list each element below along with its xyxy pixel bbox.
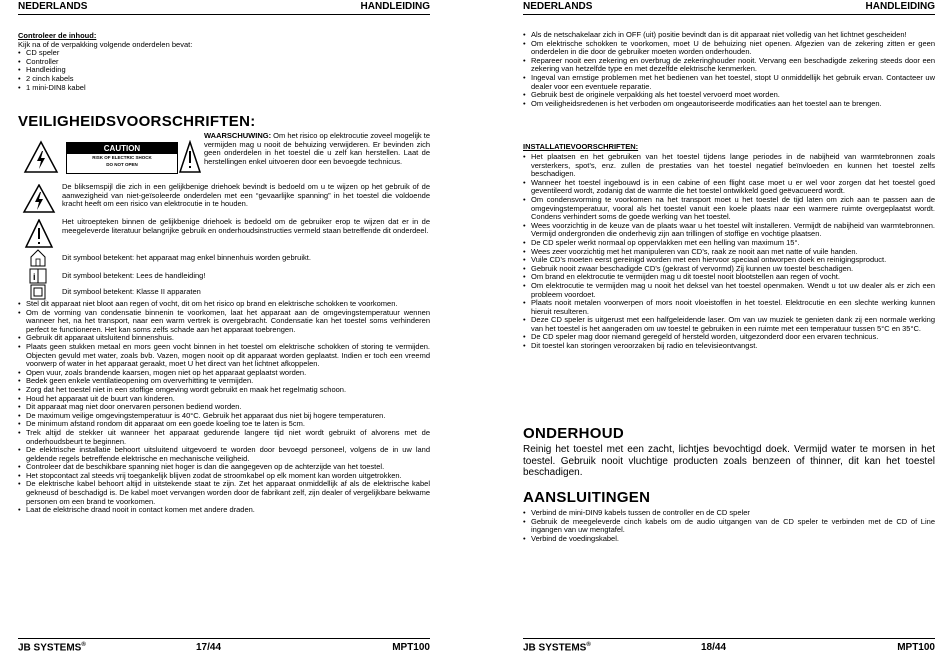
- list-item: • Deze CD speler is uitgerust met een halfgeleidende laser. Om van uw muziek te genieten dank zij een normale werking van het toestel is het aangeraden om uw toestel te gebruiken in een ruimte met een temperatuur tussen 5°C en 35°C.: [523, 316, 935, 333]
- maintenance-title: ONDERHOUD: [523, 425, 625, 442]
- svg-text:i: i: [33, 272, 36, 282]
- warning-text: Om het risico op elektrocutie zoveel mogelijk te vermijden mag u nooit de behuizing verwijderen. Er bevinden zich geen onderdelen in het toestel die u zelf kan herstellen. Laat de herstellingen enkel uitvoeren door een bevoegde technicus.: [204, 131, 430, 166]
- list-item: • Houd het apparaat uit de buurt van kinderen.: [18, 395, 430, 404]
- list-item: • Stel dit apparaat niet bloot aan regen of vocht, dit om het risico op brand en elektrische schokken te voorkomen.: [18, 300, 430, 309]
- symbol-manual-text: Dit symbool betekent: Lees de handleiding!: [62, 271, 206, 280]
- symbol-indoor-text: Dit symbool betekent: het apparaat mag enkel binnenhuis worden gebruikt.: [62, 253, 311, 262]
- right-page: [523, 0, 935, 654]
- lightning-paragraph: De bliksemspijl die zich in een gelijkbenige driehoek bevindt is bedoeld om u te wijzen op het gebruik of de aanwezigheid van niet-geïsoleerde onderdelen met een “gevaarlijke spanning” in het toestel die voldoende kracht heeft om een risico van elektrocutie in te houden.: [62, 182, 430, 209]
- list-item: • Zorg dat het toestel niet in een stoffige omgeving wordt gebruikt en maak het regelmatig schoon.: [18, 386, 430, 395]
- list-item: • Het stopcontact zal steeds vrij toegankelijk blijven zodat de stroomkabel op elk moment kan worden uitgetrokken.: [18, 472, 430, 481]
- header-language: NEDERLANDS: [523, 1, 593, 12]
- list-item: • Om elektrische schokken te voorkomen, moet U de behuizing niet openen. Afgezien van de zekering zitten er geen onderdelen in die door de gebruiker moeten worden onderhouden.: [523, 40, 935, 57]
- list-item: • Plaats nooit metalen voorwerpen of mors nooit vloeistoffen in het toestel. Elektrocutie en een slechte werking kunnen hieruit resulteren.: [523, 299, 935, 316]
- contents-list: [18, 49, 430, 92]
- page-footer: [523, 638, 935, 653]
- list-item: • De CD speler mag door niemand geregeld of hersteld worden, uitgezonderd door een ervaren technicus.: [523, 333, 935, 342]
- contents-section: [18, 32, 430, 92]
- footer-model: MPT100: [392, 642, 430, 653]
- list-item: • Plaats geen stukken metaal en mors geen vocht binnen in het toestel om elektrische schokken of storing te vermijden. Objecten gevuld met water, zoals bvb. Vazen, mogen nooit op dit apparaat worden geplaatst. Indien er toch een vreemd voorwerp of water in het apparaat geraakt, moet U het direct van het lichtnet afkoppelen.: [18, 343, 430, 369]
- list-item: • Controller: [18, 58, 430, 67]
- safety-title: VEILIGHEIDSVOORSCHRIFTEN:: [18, 113, 256, 130]
- list-item: • Handleiding: [18, 66, 430, 75]
- list-item: • Om de vorming van condensatie binnenin te voorkomen, laat het apparaat aan de omgevingstemperatuur wennen wanneer het, na het transport, naar een warm vertrek is overgebracht. Condensatie kan het toestel soms verhinderen perfect te functioneren. Het kan soms zelfs schade aan het apparaat toebrengen.: [18, 309, 430, 335]
- lightning-triangle-icon: [22, 184, 56, 214]
- safety-bullet-list: [18, 300, 430, 515]
- caution-label: [66, 142, 178, 174]
- list-item: • Trek altijd de stekker uit wanneer het apparaat gedurende langere tijd niet wordt gebruikt of alvorens met de onderhoudsbeurt te beginnen.: [18, 429, 430, 446]
- indoor-house-icon: [30, 249, 46, 267]
- install-title: INSTALLATIEVOORSCHRIFTEN:: [523, 142, 639, 151]
- warning-paragraph: [204, 132, 430, 166]
- page-header: [18, 2, 430, 15]
- safety-bullet-list-cont: [523, 31, 935, 108]
- list-item: • De maximum veilige omgevingstemperatuur is 40°C. Gebruik het apparaat dus niet bij hogere temperaturen.: [18, 412, 430, 421]
- list-item: • De elektrische kabel behoort altijd in uitstekende staat te zijn. Zet het apparaat onmiddellijk af als de elektrische kabel gekneusd of beschadigd is. De kabel moet vervangen worden door de fabrikant zelf, zijn dealer of vergelijkbare bekwame personen om een brand te voorkomen.: [18, 480, 430, 506]
- warning-label: WAARSCHUWING:: [204, 131, 272, 140]
- exclamation-paragraph: Het uitroepteken binnen de gelijkbenige driehoek is bedoeld om de gebruiker erop te wijzen dat er in de meegeleverde literatuur belangrijke gebruik en onderhoudsinstructies vermeld staan betreffende dit onderdeel.: [62, 217, 430, 235]
- connections-bullet-list: [523, 509, 935, 543]
- list-item: • Open vuur, zoals brandende kaarsen, mogen niet op het apparaat geplaatst worden.: [18, 369, 430, 378]
- list-item: • Gebruik de meegeleverde cinch kabels om de audio uitgangen van de CD speler te verbinden met de CD of Line ingangen van uw mengtafel.: [523, 518, 935, 535]
- contents-intro: Kijk na of de verpakking volgende onderdelen bevat:: [18, 39, 193, 49]
- list-item: • Gebruik dit apparaat uitsluitend binnenshuis.: [18, 334, 430, 343]
- footer-page-number: 17/44: [196, 642, 222, 653]
- list-item: • Bedek geen enkele ventilatieopening om oververhitting te vermijden.: [18, 377, 430, 386]
- read-manual-icon: [29, 268, 47, 284]
- list-item: • Dit apparaat mag niet door onervaren personen bediend worden.: [18, 403, 430, 412]
- list-item: • Dit toestel kan storingen veroorzaken bij radio en televisieontvangst.: [523, 342, 935, 351]
- list-item: • Gebruik nooit zwaar beschadigde CD’s (gekrast of vervormd) Zij kunnen uw toestel beschadigen.: [523, 265, 935, 274]
- lightning-warning-icon: [23, 140, 59, 174]
- list-item: • Wees voorzichtig in de keuze van de plaats waar u het toestel wilt installeren. Vermijdt de nabijheid van warmtebronnen. Vermijd ondergronden die onderhevig zijn aan trillingen of stoffige en vochtige plaatsen.: [523, 222, 935, 239]
- caution-title: CAUTION: [67, 143, 177, 154]
- footer-brand: JB SYSTEMS®: [18, 642, 86, 654]
- list-item: • Ingeval van ernstige problemen met het bedienen van het toestel, stopt U onmiddellijk het gebruik ervan. Contacteer uw dealer voor een eventuele reparatie.: [523, 74, 935, 91]
- list-item: • 1 mini-DIN8 kabel: [18, 84, 430, 93]
- header-doc-type: HANDLEIDING: [360, 1, 430, 12]
- footer-brand: JB SYSTEMS®: [523, 642, 591, 654]
- exclamation-triangle-icon: [24, 219, 54, 249]
- left-page: [18, 0, 430, 654]
- install-bullet-list: [523, 153, 935, 351]
- page-footer: [18, 638, 430, 653]
- contents-title: Controleer de inhoud:: [18, 31, 97, 40]
- footer-page-number: 18/44: [701, 642, 727, 653]
- list-item: • Als de netschakelaar zich in OFF (uit) positie bevindt dan is dit apparaat niet volledig van het lichtnet gescheiden!: [523, 31, 935, 40]
- list-item: • Om condensvorming te voorkomen na het transport moet u het toestel de tijd laten om zich aan te passen aan de omgevingstemperatuur, vooral als het toestel vanuit een koele plaats naar een warmere ruimte overgeplaatst wordt. Condens verhindert soms de goede werking van het toestel.: [523, 196, 935, 222]
- list-item: • Laat de elektrische draad nooit in contact komen met andere draden.: [18, 506, 430, 515]
- list-item: • Verbind de mini-DIN9 kabels tussen de controller en de CD speler: [523, 509, 935, 518]
- list-item: • Controleer dat de beschikbare spanning niet hoger is dan die aangegeven op de achterzijde van het toestel.: [18, 463, 430, 472]
- list-item: • Wanneer het toestel ingebouwd is in een cabine of een flight case moet u er wel voor zorgen dat het toestel goed geventileerd wordt, zodanig dat de warmte die het toestel ontwikkeld goed geëvacueerd wordt.: [523, 179, 935, 196]
- class-ii-double-square-icon: [30, 284, 46, 300]
- page-header: [523, 2, 935, 15]
- caution-line1: RISK OF ELECTRIC SHOCK: [92, 155, 152, 160]
- list-item: • Om brand en elektrocutie te vermijden mag u dit toestel nooit blootstellen aan regen of vocht.: [523, 273, 935, 282]
- footer-model: MPT100: [897, 642, 935, 653]
- connections-title: AANSLUITINGEN: [523, 489, 651, 506]
- maintenance-text: Reinig het toestel met een zacht, lichtjes bevochtigd doek. Vermijd water te morsen in het toestel. Gebruik nooit vluchtige producten zoals benzeen of thinner, dit kan het toestel beschadigen.: [523, 444, 935, 478]
- list-item: • De minimum afstand rondom dit apparaat om een goede koeling toe te laten is 5cm.: [18, 420, 430, 429]
- list-item: • Gebruik best de originele verpakking als het toestel vervoerd moet worden.: [523, 91, 935, 100]
- header-language: NEDERLANDS: [18, 1, 88, 12]
- caution-line2: DO NOT OPEN: [106, 161, 138, 167]
- list-item: • Repareer nooit een zekering en overbrug de zekeringhouder nooit. Vervang een beschadigde zekering steeds door een zekering van hetzelfde type en met dezelfde elektrische kenmerken.: [523, 57, 935, 74]
- list-item: • 2 cinch kabels: [18, 75, 430, 84]
- list-item: • Wees zeer voorzichtig met het manipuleren van CD’s, raak ze nooit aan met natte of vuile handen.: [523, 248, 935, 257]
- list-item: • Om veiligheidsredenen is het verboden om ongeautoriseerde modificaties aan het toestel aan te brengen.: [523, 100, 935, 109]
- exclamation-warning-icon: [178, 140, 202, 174]
- list-item: • Verbind de voedingskabel.: [523, 535, 935, 544]
- list-item: • De CD speler werkt normaal op oppervlakken met een helling van maximum 15°.: [523, 239, 935, 248]
- symbol-class-ii-text: Dit symbool betekent: Klasse II apparaten: [62, 287, 201, 296]
- list-item: • CD speler: [18, 49, 430, 58]
- header-doc-type: HANDLEIDING: [865, 1, 935, 12]
- list-item: • De elektrische installatie behoort uitsluitend uitgevoerd te worden door bevoegd personeel, volgens de in uw land geldende regels betreffende elektrische en mechanische veiligheid.: [18, 446, 430, 463]
- list-item: • Om elektrocutie te vermijden mag u nooit het deksel van het toestel openmaken. Wendt u tot uw dealer als er zich een probleem voordoet.: [523, 282, 935, 299]
- list-item: • Vuile CD’s moeten eerst gereinigd worden met een hiervoor speciaal ontworpen doek en reinigingsproduct.: [523, 256, 935, 265]
- list-item: • Het plaatsen en het gebruiken van het toestel tijdens lange periodes in de nabijheid van warmtebronnen zoals versterkers, spot’s, enz. zullen de prestaties van het toestel negatief beïnvloeden en kunnen het toestel zelfs beschadigen.: [523, 153, 935, 179]
